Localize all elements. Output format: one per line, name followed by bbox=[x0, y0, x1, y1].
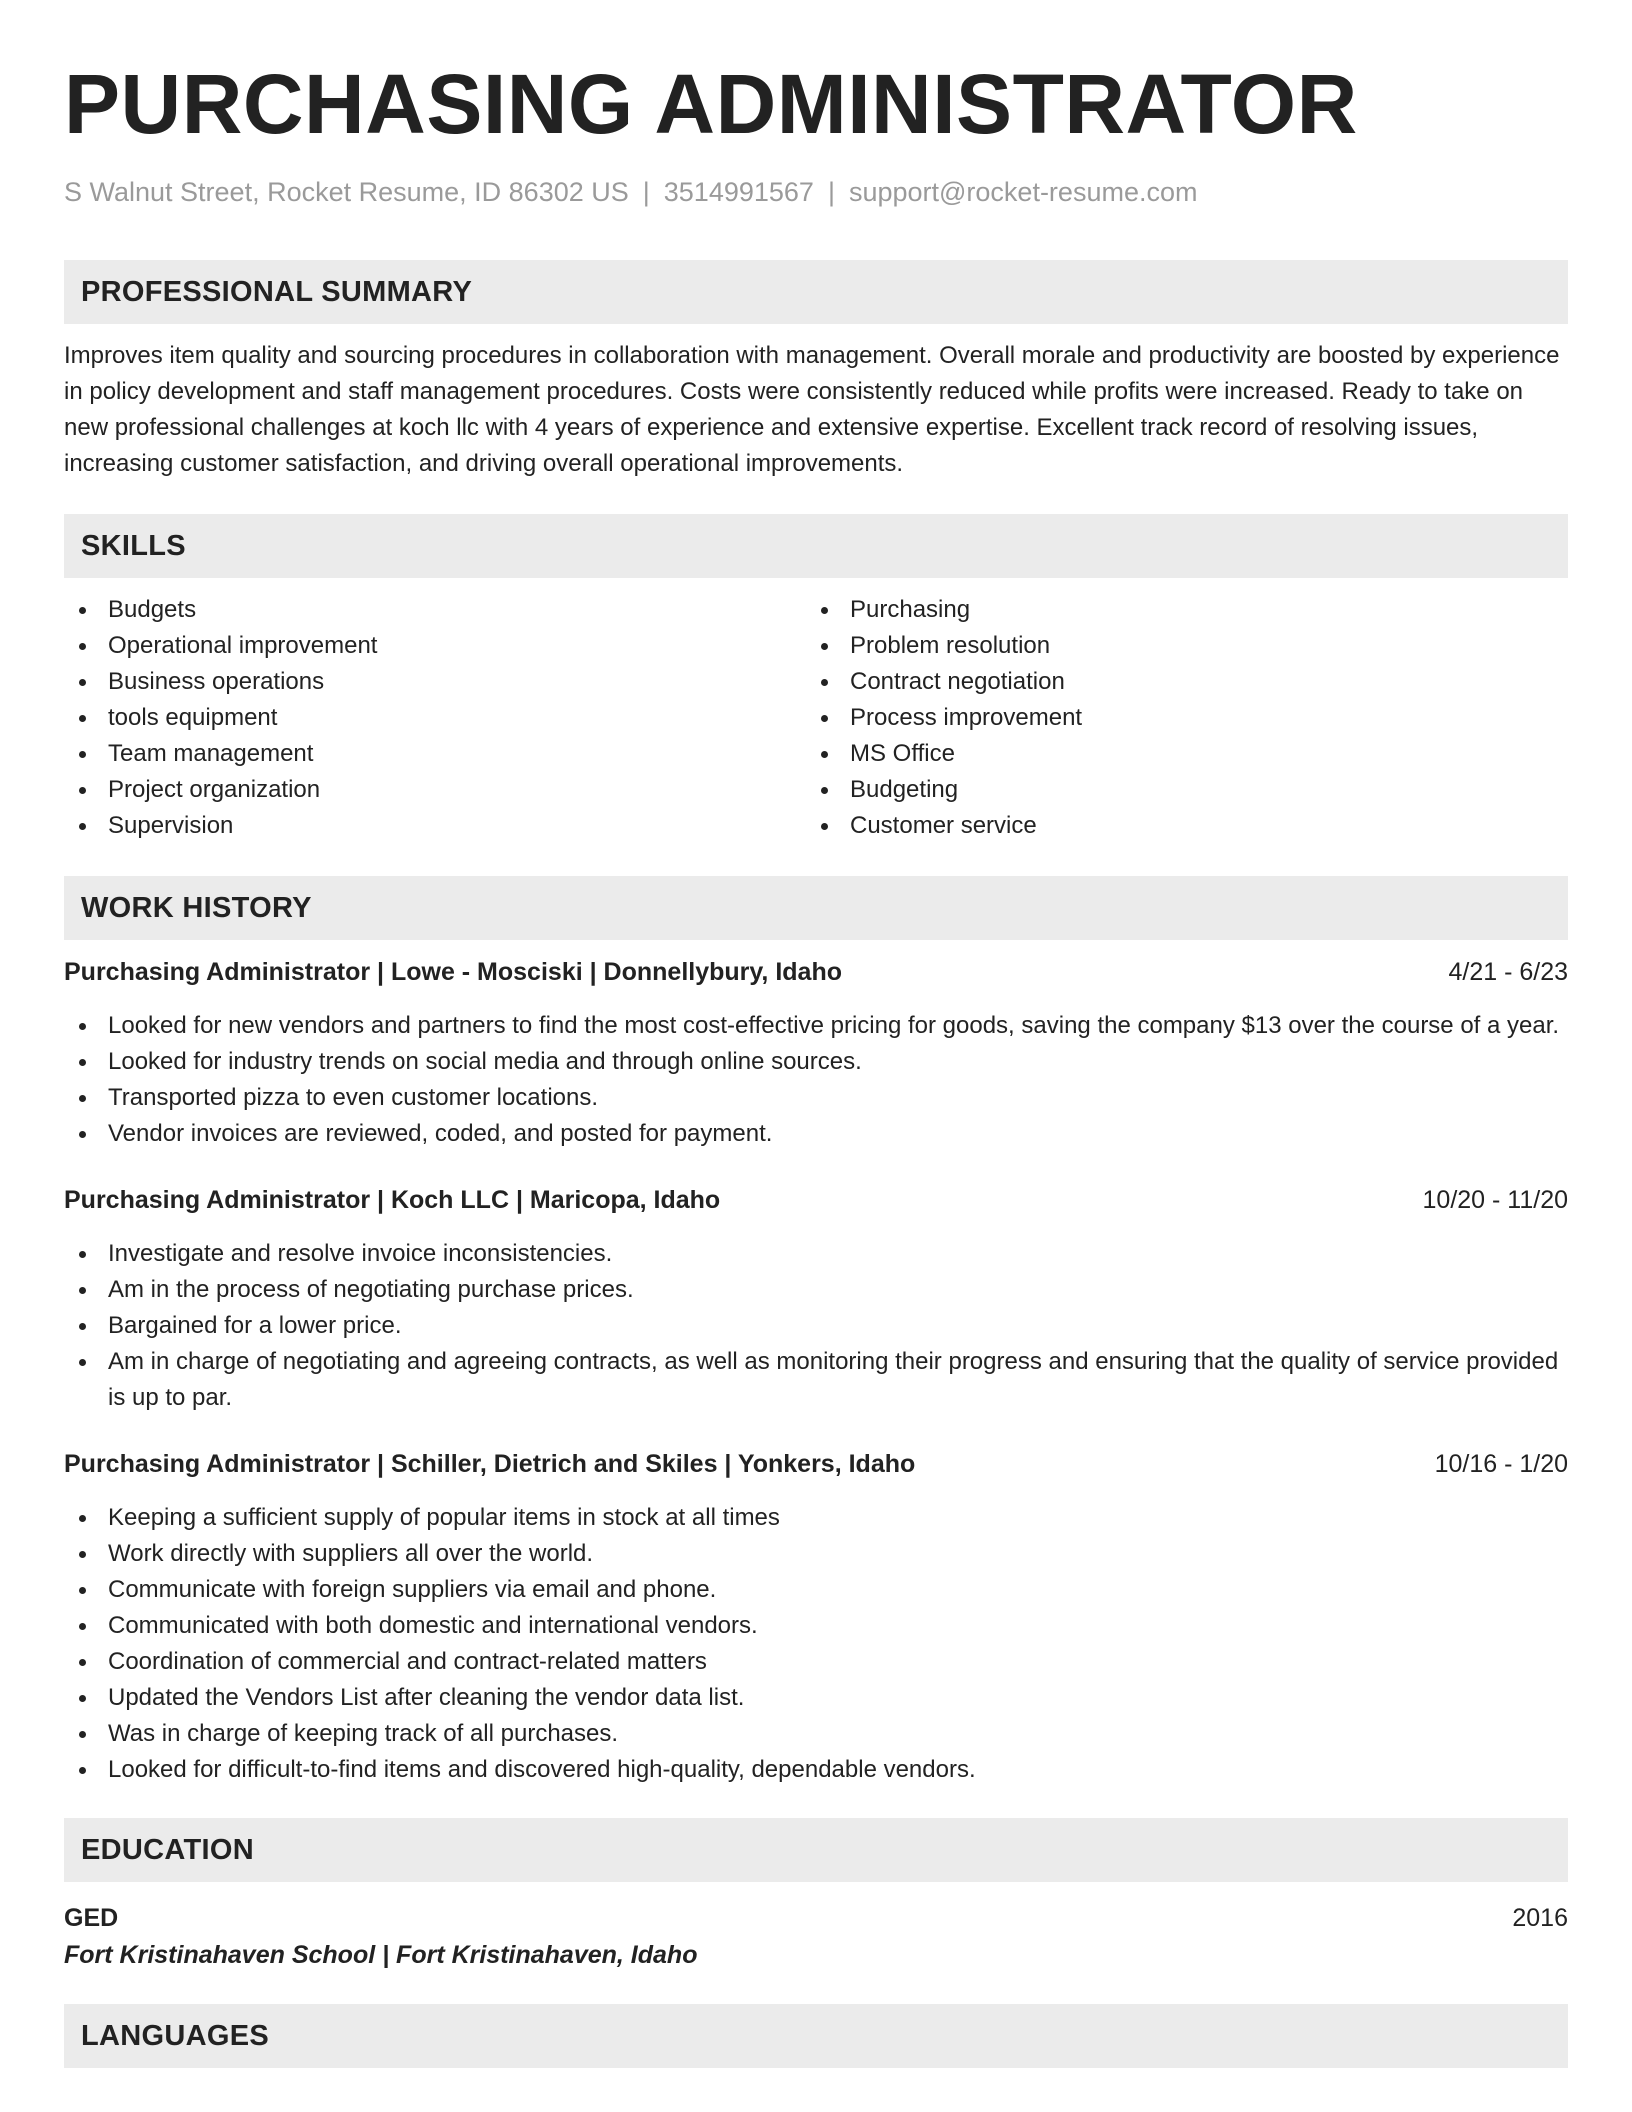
skills-column-right bbox=[806, 592, 1548, 844]
skill-item: Process improvement bbox=[806, 700, 1548, 736]
skill-item: Operational improvement bbox=[64, 628, 806, 664]
job-bullet: Keeping a sufficient supply of popular items in stock at all times bbox=[64, 1500, 1568, 1536]
job-dates: 10/16 - 1/20 bbox=[1434, 1450, 1568, 1478]
contact-email: support@rocket-resume.com bbox=[848, 177, 1198, 207]
job-bullet: Looked for new vendors and partners to find the most cost-effective pricing for goods, saving the company $13 over the course of a year. bbox=[64, 1008, 1568, 1044]
job-bullets bbox=[64, 1008, 1568, 1152]
job-bullet: Work directly with suppliers all over the world. bbox=[64, 1536, 1568, 1572]
job-bullet: Communicate with foreign suppliers via email and phone. bbox=[64, 1572, 1568, 1608]
skills-grid bbox=[64, 592, 1568, 844]
job-bullet: Was in charge of keeping track of all purchases. bbox=[64, 1716, 1568, 1752]
job-header bbox=[64, 954, 1568, 990]
job-bullets bbox=[64, 1500, 1568, 1788]
job-bullet: Looked for industry trends on social media and through online sources. bbox=[64, 1044, 1568, 1080]
skill-item: Customer service bbox=[806, 808, 1548, 844]
job-entry bbox=[64, 1182, 1568, 1416]
education-year: 2016 bbox=[1512, 1904, 1568, 1932]
section-heading-skills: SKILLS bbox=[64, 514, 1568, 578]
job-bullet: Bargained for a lower price. bbox=[64, 1308, 1568, 1344]
skill-item: Supervision bbox=[64, 808, 806, 844]
contact-phone: 3514991567 bbox=[663, 177, 814, 207]
education-degree: GED bbox=[64, 1904, 119, 1932]
contact-separator: | bbox=[827, 177, 835, 207]
education-school: Fort Kristinahaven School | Fort Kristinahaven, Idaho bbox=[64, 1941, 698, 1969]
skill-item: Budgeting bbox=[806, 772, 1548, 808]
job-bullet: Investigate and resolve invoice inconsistencies. bbox=[64, 1236, 1568, 1272]
job-title: Purchasing Administrator | Lowe - Mosciski | Donnellybury, Idaho bbox=[64, 958, 842, 986]
job-bullet: Communicated with both domestic and international vendors. bbox=[64, 1608, 1568, 1644]
skill-item: Purchasing bbox=[806, 592, 1548, 628]
skill-item: Problem resolution bbox=[806, 628, 1548, 664]
job-bullet: Looked for difficult-to-find items and discovered high-quality, dependable vendors. bbox=[64, 1752, 1568, 1788]
section-heading-summary: PROFESSIONAL SUMMARY bbox=[64, 260, 1568, 324]
job-bullet: Am in charge of negotiating and agreeing contracts, as well as monitoring their progress and ensuring that the quality of service provided is up to par. bbox=[64, 1344, 1568, 1416]
job-header bbox=[64, 1182, 1568, 1218]
job-bullet: Transported pizza to even customer locations. bbox=[64, 1080, 1568, 1116]
skill-item: Contract negotiation bbox=[806, 664, 1548, 700]
contact-line bbox=[64, 174, 1568, 210]
job-entry bbox=[64, 1446, 1568, 1788]
education-header bbox=[64, 1900, 1568, 1936]
job-dates: 10/20 - 11/20 bbox=[1422, 1186, 1568, 1214]
skill-item: Team management bbox=[64, 736, 806, 772]
job-entry bbox=[64, 954, 1568, 1152]
skill-item: tools equipment bbox=[64, 700, 806, 736]
job-bullets bbox=[64, 1236, 1568, 1416]
contact-address: S Walnut Street, Rocket Resume, ID 86302 US bbox=[64, 177, 629, 207]
job-header bbox=[64, 1446, 1568, 1482]
skill-item: Budgets bbox=[64, 592, 806, 628]
job-dates: 4/21 - 6/23 bbox=[1448, 958, 1568, 986]
section-heading-languages: LANGUAGES bbox=[64, 2004, 1568, 2068]
skill-item: Project organization bbox=[64, 772, 806, 808]
section-heading-work-history: WORK HISTORY bbox=[64, 876, 1568, 940]
contact-separator: | bbox=[642, 177, 650, 207]
section-heading-education: EDUCATION bbox=[64, 1818, 1568, 1882]
job-title: Purchasing Administrator | Koch LLC | Maricopa, Idaho bbox=[64, 1186, 721, 1214]
job-bullet: Am in the process of negotiating purchase prices. bbox=[64, 1272, 1568, 1308]
job-bullet: Vendor invoices are reviewed, coded, and posted for payment. bbox=[64, 1116, 1568, 1152]
job-bullet: Updated the Vendors List after cleaning the vendor data list. bbox=[64, 1680, 1568, 1716]
job-bullet: Coordination of commercial and contract-related matters bbox=[64, 1644, 1568, 1680]
skills-column-left bbox=[64, 592, 806, 844]
skill-item: MS Office bbox=[806, 736, 1548, 772]
summary-text: Improves item quality and sourcing procedures in collaboration with management. Overall morale and productivity are boosted by experience in policy development and staff management procedures. Costs were consistently reduced while profits were increased. Ready to take on new professional challenges at koch llc with 4 years of experience and extensive expertise. Excellent track record of resolving issues, increasing customer satisfaction, and driving overall operational improvements. bbox=[64, 342, 1560, 477]
skill-item: Business operations bbox=[64, 664, 806, 700]
job-title: Purchasing Administrator | Schiller, Dietrich and Skiles | Yonkers, Idaho bbox=[64, 1450, 916, 1478]
candidate-name: PURCHASING ADMINISTRATOR bbox=[64, 57, 1358, 151]
